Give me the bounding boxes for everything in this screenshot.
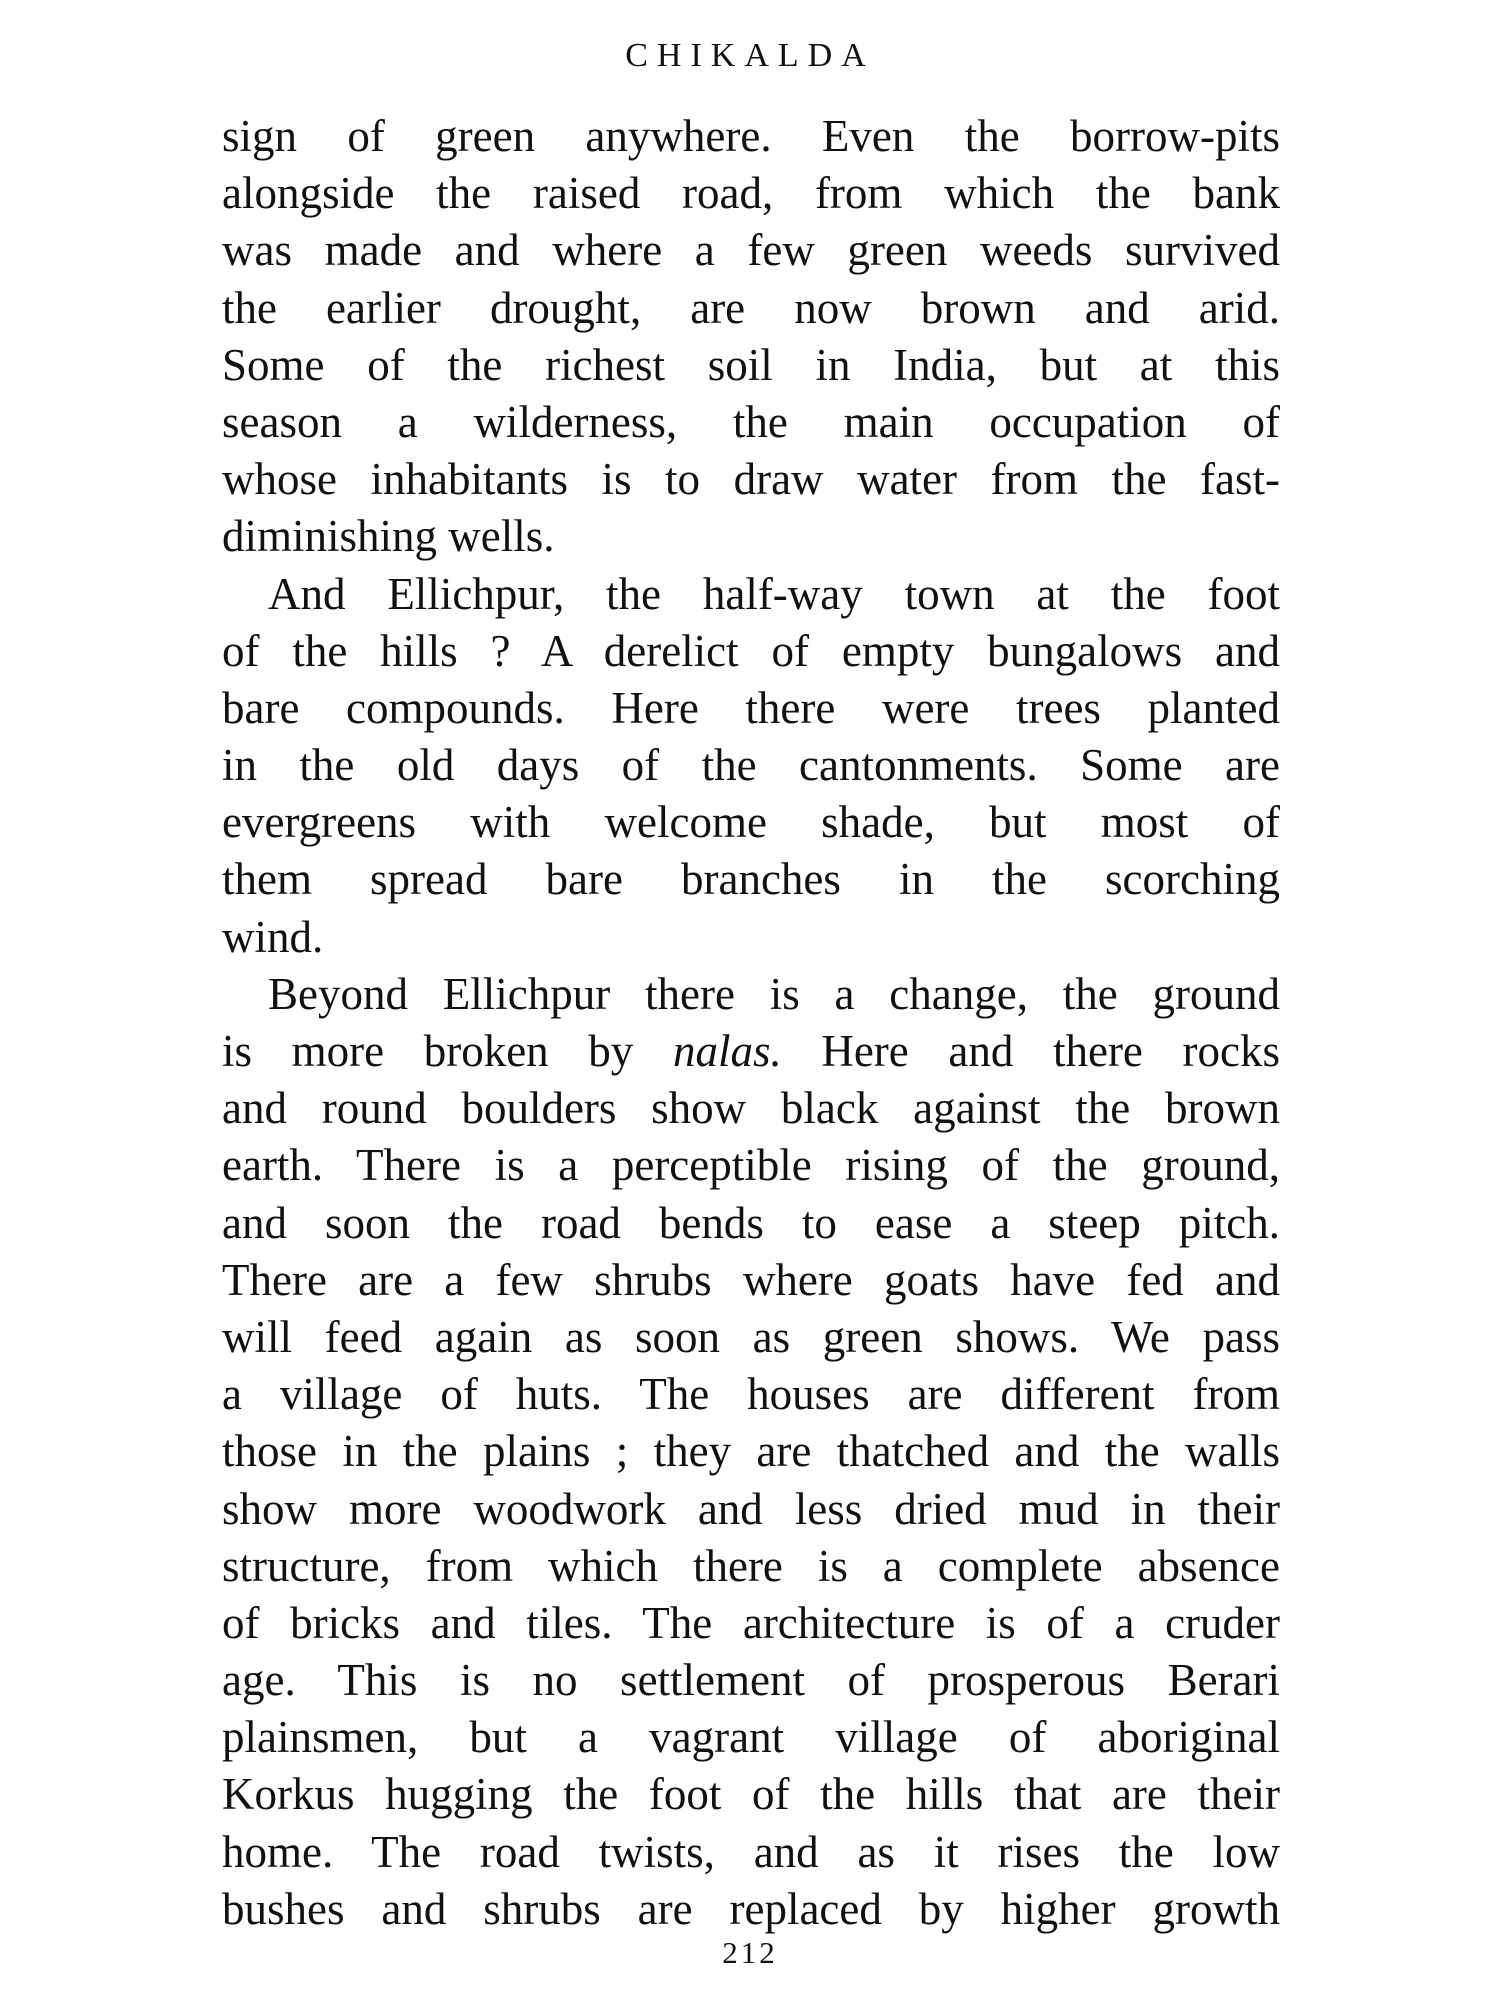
text-line: age. This is no settlement of prosperous Berari <box>222 1655 1280 1706</box>
text-line: whose inhabitants is to draw water from the fast- <box>222 454 1280 505</box>
paragraph-start-line: And Ellichpur, the half-way town at the foot <box>268 568 1280 619</box>
text-line: of the hills ? A derelict of empty bungalows and <box>222 625 1280 676</box>
text-line: structure, from which there is a complete absence <box>222 1540 1280 1591</box>
body-text <box>222 108 1280 1938</box>
text-line: them spread bare branches in the scorching <box>222 854 1280 905</box>
text-line: There are a few shrubs where goats have fed and <box>222 1254 1280 1305</box>
text-line: and round boulders show black against the brown <box>222 1083 1280 1134</box>
text-line: bushes and shrubs are replaced by higher growth <box>222 1883 1280 1934</box>
line-segment: is more broken by <box>222 1026 673 1076</box>
text-line: the earlier drought, are now brown and arid. <box>222 282 1280 333</box>
italic-word-nalas: nalas. <box>672 1026 782 1076</box>
running-head: CHIKALDA <box>625 37 875 74</box>
text-line: a village of huts. The houses are different from <box>222 1369 1280 1420</box>
page-number: 212 <box>722 1935 778 1970</box>
text-line: home. The road twists, and as it rises the low <box>222 1826 1280 1877</box>
text-line: in the old days of the cantonments. Some are <box>222 740 1280 791</box>
text-line: sign of green anywhere. Even the borrow-pits <box>222 111 1280 161</box>
text-line: earth. There is a perceptible rising of the ground, <box>222 1140 1280 1191</box>
text-line: evergreens with welcome shade, but most of <box>222 797 1280 848</box>
text-line: those in the plains ; they are thatched and the walls <box>222 1426 1280 1477</box>
text-line: alongside the raised road, from which the bank <box>222 168 1280 219</box>
paragraph-end-line: diminishing wells. <box>222 511 555 562</box>
line-segment: Here and there rocks <box>781 1026 1280 1076</box>
paragraph-end-line: wind. <box>222 911 324 962</box>
text-line: was made and where a few green weeds survived <box>222 225 1280 276</box>
text-line: plainsmen, but a vagrant village of aboriginal <box>222 1712 1280 1763</box>
text-line: will feed again as soon as green shows. We pass <box>222 1311 1280 1362</box>
text-line: Korkus hugging the foot of the hills that are their <box>222 1769 1280 1820</box>
text-line: season a wilderness, the main occupation of <box>222 396 1280 447</box>
text-line: show more woodwork and less dried mud in their <box>222 1483 1280 1534</box>
paragraph-start-line: Beyond Ellichpur there is a change, the ground <box>268 968 1280 1019</box>
text-line: of bricks and tiles. The architecture is of a cruder <box>222 1597 1280 1648</box>
text-line: Some of the richest soil in India, but at this <box>222 339 1280 390</box>
text-line: bare compounds. Here there were trees planted <box>222 682 1280 733</box>
text-line-with-italic <box>222 1023 1280 1080</box>
text-line: and soon the road bends to ease a steep pitch. <box>222 1197 1280 1248</box>
